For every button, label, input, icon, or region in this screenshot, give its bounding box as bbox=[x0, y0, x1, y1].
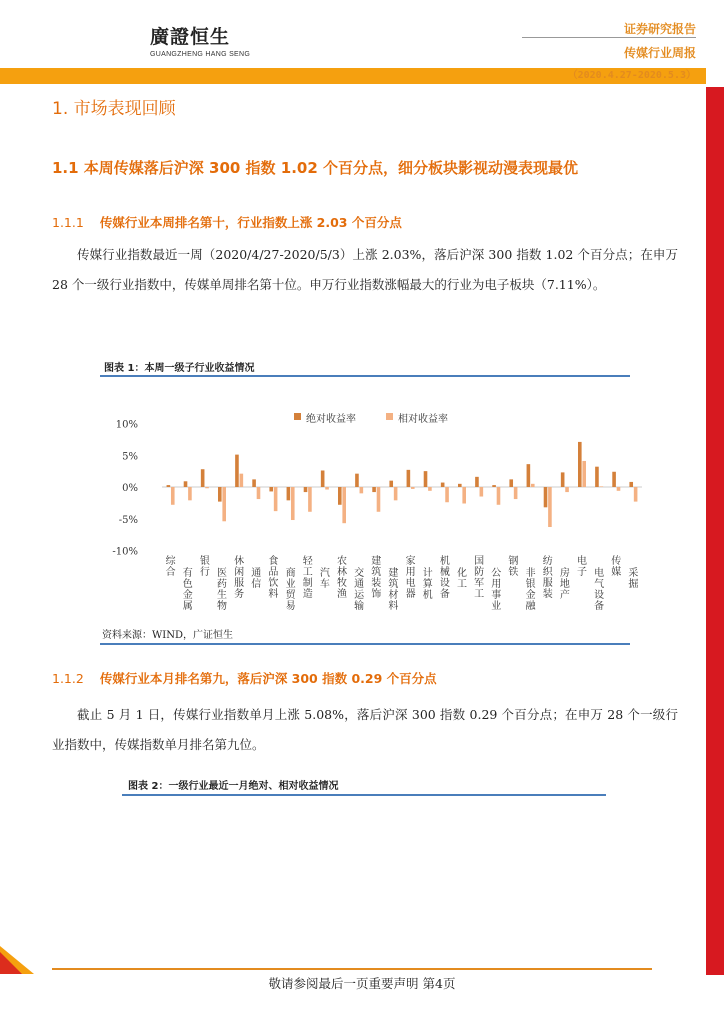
corner-decoration bbox=[0, 946, 44, 976]
y-tick-label: -5% bbox=[118, 514, 138, 526]
bar-relative bbox=[171, 487, 175, 505]
x-tick-label: 交通运输 bbox=[354, 568, 365, 612]
bar-relative bbox=[634, 487, 638, 502]
x-tick-label: 通信 bbox=[251, 568, 262, 590]
bar-relative bbox=[548, 487, 552, 527]
y-axis bbox=[112, 420, 138, 558]
legend-label-relative: 相对收益率 bbox=[398, 414, 448, 425]
figure-1-bottom-rule bbox=[100, 643, 630, 645]
header-divider bbox=[522, 37, 696, 38]
bar-relative bbox=[462, 487, 466, 504]
bar-relative bbox=[445, 487, 449, 502]
x-tick-label: 计算机 bbox=[422, 568, 433, 601]
x-tick-label: 化工 bbox=[457, 568, 467, 590]
footer-text: 敬请参阅最后一页重要声明 第4页 bbox=[268, 976, 456, 991]
x-tick-label: 有色金属 bbox=[182, 568, 193, 612]
bar-relative bbox=[257, 487, 261, 499]
bar-relative bbox=[205, 487, 209, 488]
bar-relative bbox=[428, 487, 432, 491]
bar-absolute bbox=[509, 479, 513, 487]
figure-1-source: 资料来源：WIND，广证恒生 bbox=[102, 630, 233, 641]
bar-relative bbox=[480, 487, 484, 497]
bar-absolute bbox=[612, 472, 616, 487]
logo-chinese-name: 廣證恒生 bbox=[150, 26, 231, 48]
section-heading: 1. 市场表现回顾 bbox=[52, 99, 176, 119]
subsection-heading: 1.1 本周传媒落后沪深 300 指数 1.02 个百分点，细分板块影视动漫表现最优 bbox=[52, 159, 579, 177]
bar-relative bbox=[240, 474, 244, 487]
x-tick-label: 电气设备 bbox=[594, 568, 605, 612]
x-tick-label: 采掘 bbox=[628, 568, 639, 590]
bar-relative bbox=[565, 487, 569, 492]
bar-relative bbox=[342, 487, 346, 523]
bar-relative bbox=[411, 487, 415, 489]
bar-absolute bbox=[561, 472, 565, 487]
bar-relative bbox=[617, 487, 621, 491]
x-tick-label: 商业贸易 bbox=[285, 568, 296, 612]
bar-absolute bbox=[235, 455, 239, 487]
figure-2-title: 图表 2：一级行业最近一月绝对、相对收益情况 bbox=[128, 781, 339, 792]
legend-label-absolute: 绝对收益率 bbox=[306, 414, 356, 425]
bar-absolute bbox=[595, 467, 599, 487]
paragraph-1: 传媒行业指数最近一周（2020/4/27-2020/5/3）上涨 2.03%，落后沪深 300 指数 1.02 个百分点；在申万 28 个一级行业指数中，传媒单周排名第十位。申万行业指数涨幅最大的行业为电子板块（7.11%）。 bbox=[52, 247, 678, 292]
side-red-bar bbox=[706, 87, 724, 975]
legend-swatch-absolute bbox=[294, 413, 301, 420]
x-tick-label: 轻工制造 bbox=[302, 556, 313, 600]
bar-relative bbox=[222, 487, 226, 521]
x-tick-label: 综合 bbox=[165, 556, 176, 578]
chart-bars bbox=[167, 442, 638, 527]
x-tick-label: 房地产 bbox=[559, 568, 570, 601]
x-tick-label: 农林牧渔 bbox=[337, 556, 347, 600]
bar-absolute bbox=[578, 442, 582, 487]
bar-relative bbox=[582, 461, 586, 487]
x-tick-label: 银行 bbox=[199, 556, 210, 578]
report-name: 传媒行业周报 bbox=[623, 46, 696, 60]
heading-text: 传媒行业本周排名第十，行业指数上涨 2.03 个百分点 bbox=[99, 215, 402, 230]
x-tick-label: 公用事业 bbox=[491, 568, 502, 612]
bar-absolute bbox=[338, 487, 342, 505]
bar-absolute bbox=[527, 464, 531, 487]
bar-absolute bbox=[252, 479, 256, 487]
bar-absolute bbox=[321, 470, 325, 487]
bar-absolute bbox=[458, 484, 462, 487]
bar-relative bbox=[291, 487, 295, 520]
paragraph-2: 截止 5 月 1 日，传媒行业指数单月上涨 5.08%，落后沪深 300 指数 0.29 个百分点；在申万 28 个一级行业指数中，传媒指数单月排名第九位。 bbox=[52, 707, 678, 752]
bar-absolute bbox=[167, 485, 171, 487]
bar-absolute bbox=[372, 487, 376, 492]
bar-absolute bbox=[304, 487, 308, 492]
report-date-range: （2020.4.27-2020.5.3） bbox=[567, 70, 696, 81]
figure-1-title: 图表 1：本周一级子行业收益情况 bbox=[104, 363, 255, 374]
x-axis-labels bbox=[166, 554, 639, 612]
x-tick-label: 国防军工 bbox=[474, 556, 485, 600]
y-tick-label: 5% bbox=[122, 451, 138, 463]
chart-legend bbox=[294, 412, 448, 425]
bar-absolute bbox=[184, 481, 188, 487]
y-tick-label: 0% bbox=[122, 483, 138, 494]
bar-absolute bbox=[441, 483, 445, 487]
figure-1-top-rule bbox=[100, 375, 630, 377]
bar-relative bbox=[497, 487, 501, 505]
x-tick-label: 机械设备 bbox=[439, 556, 450, 600]
bar-absolute bbox=[269, 487, 273, 491]
heading-number: 1.1.2 bbox=[52, 671, 84, 686]
bar-absolute bbox=[218, 487, 222, 502]
x-tick-label: 汽车 bbox=[319, 568, 330, 590]
figure-2-top-rule bbox=[122, 794, 606, 796]
bar-absolute bbox=[287, 487, 291, 500]
y-tick-label: 10% bbox=[115, 419, 138, 431]
bar-relative bbox=[394, 487, 398, 500]
bar-absolute bbox=[201, 469, 205, 487]
x-tick-label: 医药生物 bbox=[217, 568, 227, 612]
bar-absolute bbox=[389, 481, 393, 487]
x-tick-label: 传媒 bbox=[611, 556, 622, 578]
report-type: 证券研究报告 bbox=[623, 22, 696, 36]
bar-relative bbox=[308, 487, 312, 512]
x-tick-label: 建筑装饰 bbox=[371, 556, 382, 600]
bar-absolute bbox=[407, 470, 411, 487]
company-logo bbox=[150, 22, 250, 58]
sub-subsection-heading-1 bbox=[52, 213, 402, 231]
footer-divider bbox=[52, 968, 652, 970]
bar-relative bbox=[514, 487, 518, 499]
heading-number: 1.1.1 bbox=[52, 215, 84, 230]
bar-relative bbox=[377, 487, 381, 512]
bar-absolute bbox=[629, 482, 633, 487]
bar-relative bbox=[600, 486, 604, 487]
bar-relative bbox=[274, 487, 278, 511]
bar-relative bbox=[325, 487, 329, 490]
sub-subsection-heading-2 bbox=[52, 669, 437, 687]
bar-relative bbox=[188, 487, 192, 500]
bar-absolute bbox=[424, 471, 428, 487]
legend-swatch-relative bbox=[386, 413, 393, 420]
y-tick-label: -10% bbox=[112, 546, 138, 558]
bar-relative bbox=[360, 487, 364, 493]
bar-absolute bbox=[475, 477, 479, 487]
x-tick-label: 非银金融 bbox=[525, 568, 536, 612]
bar-absolute bbox=[492, 485, 496, 487]
x-tick-label: 电子 bbox=[577, 556, 587, 578]
logo-english-name: GUANGZHENG HANG SENG bbox=[150, 51, 251, 58]
x-tick-label: 建筑材料 bbox=[388, 568, 399, 612]
bar-absolute bbox=[355, 474, 359, 487]
x-tick-label: 家用电器 bbox=[405, 556, 416, 600]
x-tick-label: 食品饮料 bbox=[268, 556, 279, 600]
heading-text: 传媒行业本月排名第九，落后沪深 300 指数 0.29 个百分点 bbox=[99, 671, 437, 686]
bar-relative bbox=[531, 484, 535, 487]
figure-1-chart bbox=[90, 392, 650, 622]
x-tick-label: 休闲服务 bbox=[234, 556, 245, 600]
bar-absolute bbox=[544, 487, 548, 507]
x-tick-label: 钢铁 bbox=[508, 556, 519, 578]
x-tick-label: 纺织服装 bbox=[542, 556, 553, 600]
